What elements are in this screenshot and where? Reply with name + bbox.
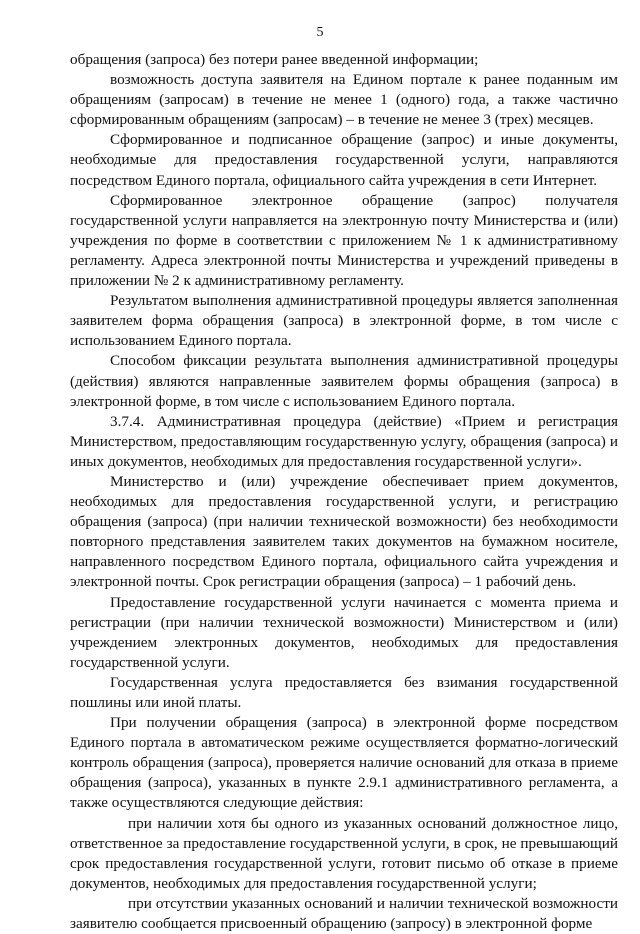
page-number: 5 xyxy=(316,25,324,40)
list-item: при наличии хотя бы одного из указанных оснований должностное лицо, ответственное за предоставление государственной услуги, в срок, не превышающий срок предоставления государственной услуги, готовит письмо об отказе в приеме документов, необходимых для предоставления государственной услуги; xyxy=(70,814,618,892)
paragraph: Министерство и (или) учреждение обеспечивает прием документов, необходимых для предоставления государственной услуги, и регистрацию обращения (запроса) (при наличии технической возможности) без необходимости повторного представления заявителем таких документов на бумажном носителе, направленного посредством Единого портала, официального сайта учреждения и электронной почты. Срок регистрации обращения (запроса) – 1 рабочий день. xyxy=(70,472,618,591)
paragraph: Сформированное электронное обращение (запрос) получателя государственной услуги направляется на электронную почту Министерства и (или) учреждения по форме в соответствии с приложением № 1 к административному регламенту. Адреса электронной почты Министерства и учреждений приведены в приложении № 2 к административному регламенту. xyxy=(70,191,618,290)
paragraph: Сформированное и подписанное обращение (запрос) и иные документы, необходимые для предоставления государственной услуги, направляются посредством Единого портала, официального сайта учреждения в сети Интернет. xyxy=(70,131,618,189)
paragraph: Государственная услуга предоставляется без взимания государственной пошлины или иной платы. xyxy=(70,673,618,711)
paragraph: возможность доступа заявителя на Едином портале к ранее поданным им обращениям (запросам) в течение не менее 1 (одного) года, а также частично сформированным обращениям (запросам) – в течение не менее 3 (трех) месяцев. xyxy=(70,71,618,129)
paragraph: При получении обращения (запроса) в электронной форме посредством Единого портала в автоматическом режиме осуществляется форматно-логический контроль обращения (запроса), проверяется наличие оснований для отказа в приеме обращения (запроса), указанных в пункте 2.9.1 административного регламента, а также осуществляются следующие действия: xyxy=(70,714,618,812)
list-item: при отсутствии указанных оснований и наличии технической возможности заявителю сообщается присвоенный обращению (запросу) в электронной форме xyxy=(70,894,618,933)
section-heading-paragraph: 3.7.4. Административная процедура (действие) «Прием и регистрация Министерством, предоставляющим государственную услугу, обращения (запроса) и иных документов, необходимых для предоставления государственной услуги». xyxy=(70,412,618,470)
paragraph: Предоставление государственной услуги начинается с момента приема и регистрации (при наличии технической возможности) Министерством и (или) учреждением электронных документов, необходимых для предоставления государственной услуги. xyxy=(70,593,618,671)
paragraph: обращения (запроса) без потери ранее введенной информации; xyxy=(70,51,479,68)
document-body xyxy=(70,50,618,934)
paragraph: Способом фиксации результата выполнения административной процедуры (действия) являются направленные заявителем формы обращения (запроса) в электронной форме, в том числе с использованием Единого портала. xyxy=(70,352,618,410)
paragraph: Результатом выполнения административной процедуры является заполненная заявителем форма обращения (запроса) в электронной форме, в том числе с использованием Единого портала. xyxy=(70,292,618,350)
